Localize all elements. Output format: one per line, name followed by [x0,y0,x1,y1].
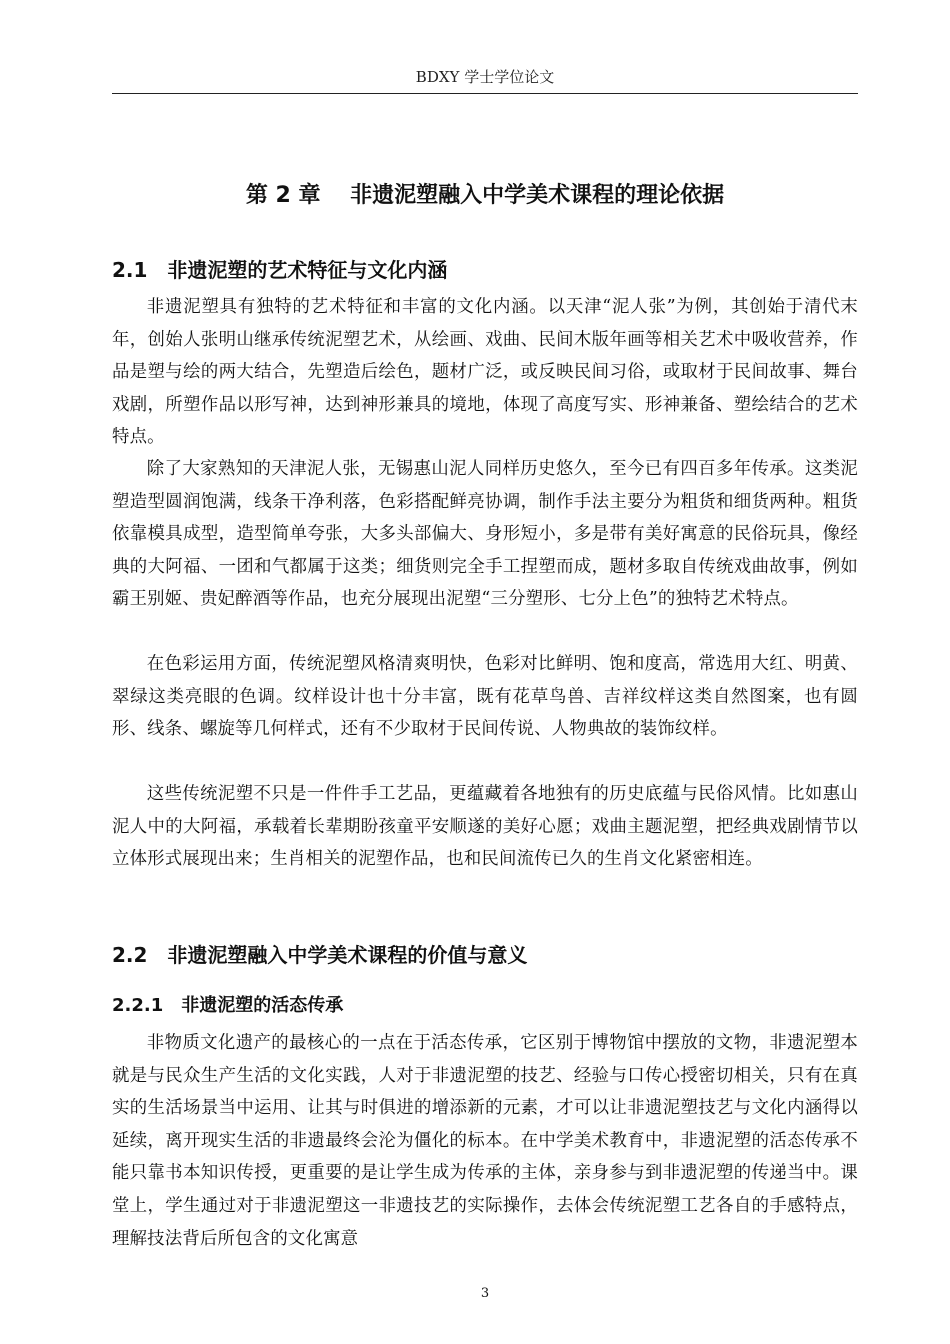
page-number: 3 [480,1286,490,1301]
paragraph-2-2-1-1: 非物质文化遗产的最核心的一点在于活态传承，它区别于博物馆中摆放的文物，非遗泥塑本就是与民众生产生活的文化实践，人对于非遗泥塑的技艺、经验与口传心授密切相关，只有在真实的生活场景当中运用、让其与时俱进的增添新的元素，才可以让非遗泥塑技艺与文化内涵得以延续，离开现实生活的非遗最终会沦为僵化的标本。在中学美术教育中，非遗泥塑的活态传承不能只靠书本知识传授，更重要的是让学生成为传承的主体，亲身参与到非遗泥塑的传递当中。课堂上，学生通过对于非遗泥塑这一非遗技艺的实际操作，去体会传统泥塑工艺各自的手感特点，理解技法背后所包含的文化寓意 [112,1033,858,1249]
paragraph-2-1-1: 非遗泥塑具有独特的艺术特征和丰富的文化内涵。以天津“泥人张”为例，其创始于清代末年，创始人张明山继承传统泥塑艺术，从绘画、戏曲、民间木版年画等相关艺术中吸收营养，作品是塑与绘的两大结合，先塑造后绘色，题材广泛，或反映民间习俗，或取材于民间故事、舞台戏剧，所塑作品以形写神，达到神形兼具的境地，体现了高度写实、形神兼备、塑绘结合的艺术特点。 [112,297,858,448]
paragraph-2-1-3: 在色彩运用方面，传统泥塑风格清爽明快，色彩对比鲜明、饱和度高，常选用大红、明黄、翠绿这类亮眼的色调。纹样设计也十分丰富，既有花草鸟兽、吉祥纹样这类自然图案，也有圆形、线条、螺旋等几何样式，还有不少取材于民间传说、人物典故的装饰纹样。 [112,654,858,740]
section-heading-2-2: 2.2 非遗泥塑融入中学美术课程的价值与意义 [112,943,528,967]
subsection-heading-2-2-1: 2.2.1 非遗泥塑的活态传承 [112,995,344,1016]
chapter-title: 第 2 章 非遗泥塑融入中学美术课程的理论依据 [245,183,725,208]
paragraph-2-1-4: 这些传统泥塑不只是一件件手工艺品，更蕴藏着各地独有的历史底蕴与民俗风情。比如惠山泥人中的大阿福，承载着长辈期盼孩童平安顺遂的美好心愿；戏曲主题泥塑，把经典戏剧情节以立体形式展现出来；生肖相关的泥塑作品，也和民间流传已久的生肖文化紧密相连。 [112,784,858,870]
section-heading-2-1: 2.1 非遗泥塑的艺术特征与文化内涵 [112,258,448,282]
page-header: BDXY 学士学位论文 [415,68,555,86]
paragraph-2-1-2: 除了大家熟知的天津泥人张，无锡惠山泥人同样历史悠久，至今已有四百多年传承。这类泥塑造型圆润饱满，线条干净利落，色彩搭配鲜亮协调，制作手法主要分为粗货和细货两种。粗货依靠模具成型，造型简单夸张，大多头部偏大、身形短小，多是带有美好寓意的民俗玩具，像经典的大阿福、一团和气都属于这类；细货则完全手工捏塑而成，题材多取自传统戏曲故事，例如霸王别姬、贵妃醉酒等作品，也充分展现出泥塑“三分塑形、七分上色”的独特艺术特点。 [112,459,858,610]
header-rule [112,93,858,94]
